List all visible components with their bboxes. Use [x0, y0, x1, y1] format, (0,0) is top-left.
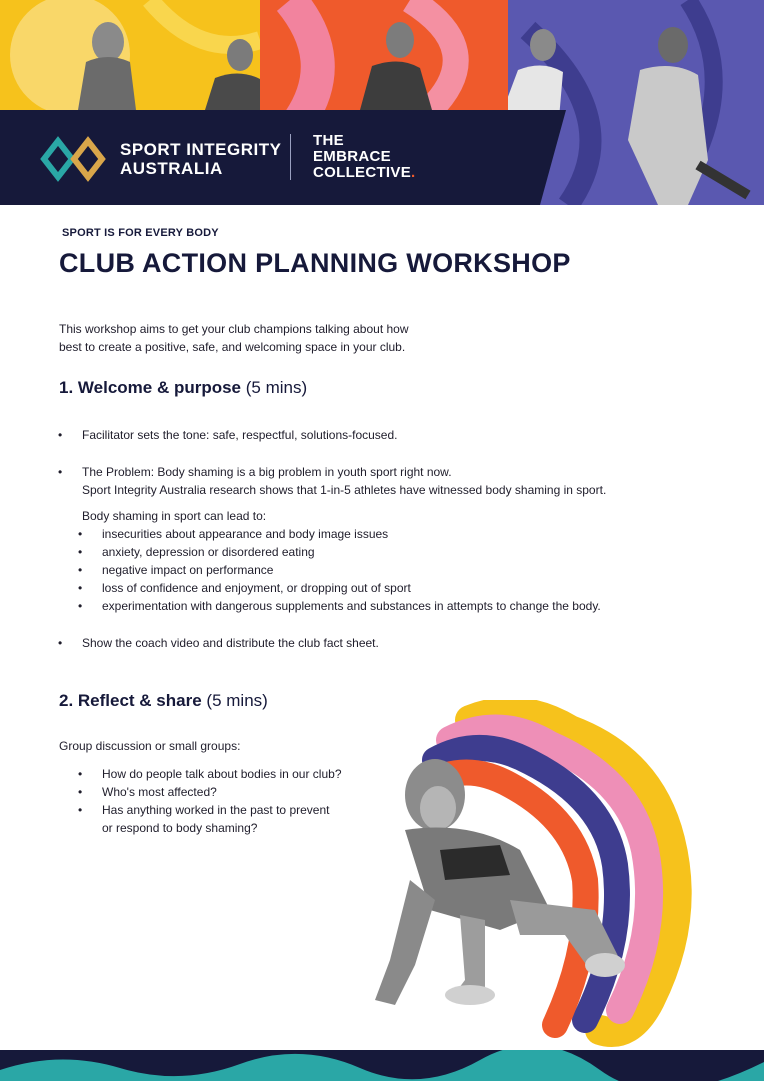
question-item-continued: or respond to body shaming? [102, 821, 258, 835]
kicker-label: SPORT IS FOR EVERY BODY [62, 227, 219, 239]
embrace-collective-wordmark [313, 133, 415, 181]
partner-name-dot: . [411, 164, 416, 181]
section1-bullet2-line1: The Problem: Body shaming is a big problem in youth sport right now. [82, 465, 452, 479]
intro-paragraph [59, 320, 479, 356]
effect-item: anxiety, depression or disordered eating [102, 545, 315, 559]
effect-item: experimentation with dangerous supplements and substances in attempts to change the body. [102, 599, 601, 613]
section2-heading-text: 2. Reflect & share [59, 691, 202, 710]
sport-integrity-wordmark [120, 140, 281, 178]
section1-lead-in: Body shaming in sport can lead to: [82, 509, 267, 523]
question-item: How do people talk about bodies in our club? [102, 767, 342, 781]
section1-bullet3: Show the coach video and distribute the club fact sheet. [82, 636, 379, 650]
footer-wave-decoration [0, 1050, 764, 1081]
org-name-line1: SPORT INTEGRITY [120, 140, 282, 159]
effect-item: insecurities about appearance and body image issues [102, 527, 389, 541]
question-item: Who's most affected? [102, 785, 217, 799]
athlete-runner-illustration [350, 700, 710, 1060]
page-title: CLUB ACTION PLANNING WORKSHOP [59, 248, 571, 278]
intro-line2: best to create a positive, safe, and welcoming space in your club. [59, 340, 406, 354]
section1-bullet2-line2: Sport Integrity Australia research shows that 1-in-5 athletes have witnessed body shaming in sport. [82, 483, 607, 497]
effect-item: loss of confidence and enjoyment, or dropping out of sport [102, 581, 411, 595]
question-item: Has anything worked in the past to prevent [102, 803, 330, 817]
effect-item: negative impact on performance [102, 563, 274, 577]
section2-lead-in: Group discussion or small groups: [59, 739, 241, 753]
org-name-line2: AUSTRALIA [120, 159, 223, 178]
sport-integrity-logo-icon [40, 133, 106, 185]
intro-line1: This workshop aims to get your club champions talking about how [59, 322, 409, 336]
section1-bullet1: Facilitator sets the tone: safe, respectful, solutions-focused. [82, 428, 398, 442]
partner-name-line3: COLLECTIVE [313, 164, 412, 181]
section2-heading [59, 691, 268, 711]
section1-heading-text: 1. Welcome & purpose [59, 378, 242, 397]
section1-duration: (5 mins) [245, 378, 308, 397]
logo-divider [290, 134, 291, 180]
partner-name-line2: EMBRACE [313, 148, 391, 165]
section1-heading [59, 378, 307, 398]
section2-duration: (5 mins) [206, 691, 268, 710]
partner-name-line1: THE [313, 132, 344, 149]
